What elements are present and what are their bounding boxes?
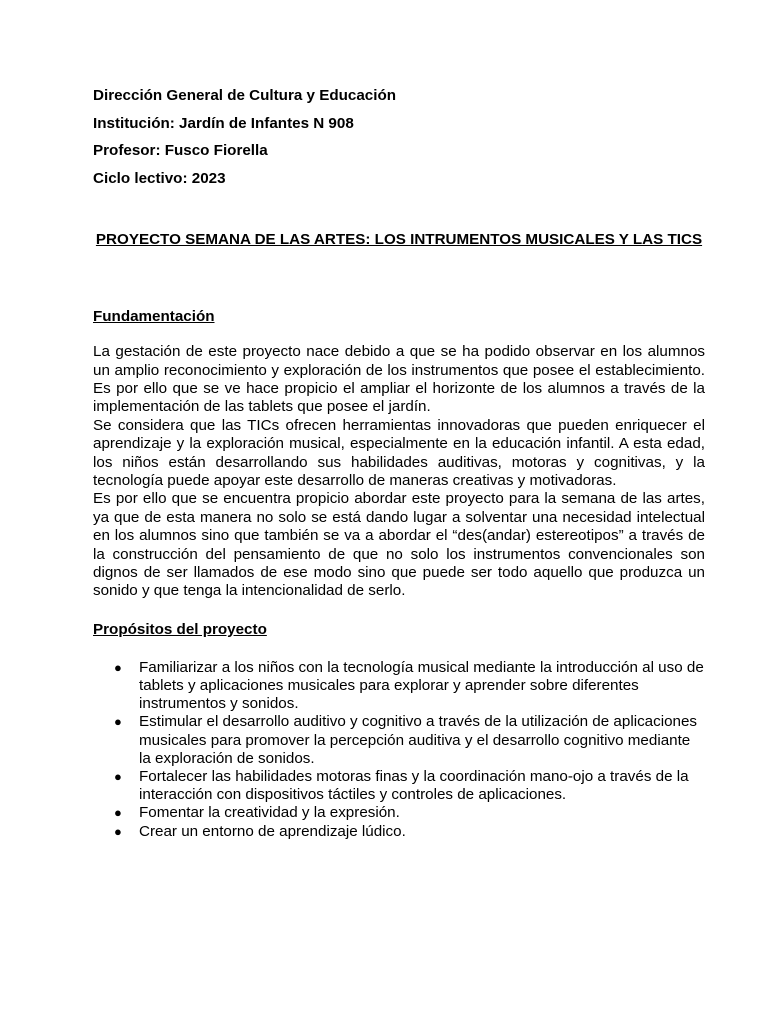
bullet-icon: ● <box>114 659 122 675</box>
header-school-year: Ciclo lectivo: 2023 <box>93 169 226 187</box>
bullet-icon: ● <box>114 823 122 839</box>
bullet-icon: ● <box>114 769 122 784</box>
header-organization: Dirección General de Cultura y Educación <box>93 87 396 104</box>
list-item <box>114 768 705 804</box>
list-item <box>114 804 705 822</box>
propositos-list <box>93 659 705 841</box>
fundamentacion-body <box>93 343 705 601</box>
section-heading-propositos: Propósitos del proyecto <box>93 620 267 638</box>
document-title: PROYECTO SEMANA DE LAS ARTES: LOS INTRUMENTOS MUSICALES Y LAS TICS <box>95 230 703 248</box>
fundamentacion-paragraph: Se considera que las TICs ofrecen herramientas innovadoras que pueden enriquecer el aprendizaje y la exploración musical, especialmente en la educación infantil. A esta edad, los niños están desarrollando sus habilidades auditivas, motoras y cognitivas, y la tecnología puede apoyar este desarrollo de maneras creativas y motivadoras. <box>93 416 705 489</box>
header-teacher: Profesor: Fusco Fiorella <box>93 142 268 159</box>
document-content <box>93 86 705 841</box>
fundamentacion-paragraph: Es por ello que se encuentra propicio abordar este proyecto para la semana de las artes, ya que de esta manera no solo se está dando lugar a solventar una necesidad intelectual en los alumnos sino que también se va a abordar el “des(andar) estereotipos” a través de la construcción del pensamiento de que no solo los instrumentos convencionales son dignos de ser llamados de ese modo sino que puede ser todo aquello que produzca un sonido y que tenga la intencionalidad de serlo. <box>93 490 705 600</box>
list-item-text: Estimular el desarrollo auditivo y cognitivo a través de la utilización de aplicaciones musicales para promover la percepción auditiva y el desarrollo cognitivo mediante la exploración de sonidos. <box>139 713 698 767</box>
list-item-text: Fomentar la creatividad y la expresión. <box>139 804 400 822</box>
fundamentacion-paragraph: La gestación de este proyecto nace debido a que se ha podido observar en los alumnos un amplio reconocimiento y exploración de los instrumentos que posee el establecimiento. Es por ello que se ve hace propicio el ampliar el horizonte de los alumnos a través de la implementación de las tablets que posee el jardín. <box>93 343 705 416</box>
list-item <box>114 822 705 841</box>
list-item-text: Crear un entorno de aprendizaje lúdico. <box>139 822 406 840</box>
list-item <box>114 658 705 714</box>
section-heading-fundamentacion: Fundamentación <box>93 308 215 326</box>
list-item <box>114 713 705 768</box>
header-institution: Institución: Jardín de Infantes N 908 <box>93 114 354 132</box>
list-item-text: Fortalecer las habilidades motoras finas y la coordinación mano-ojo a través de la interacción con dispositivos táctiles y controles de aplicaciones. <box>139 768 689 804</box>
bullet-icon: ● <box>114 805 122 821</box>
list-item-text: Familiarizar a los niños con la tecnología musical mediante la introducción al uso de tablets y aplicaciones musicales para explorar y aprender sobre diferentes instrumentos y sonidos. <box>139 658 704 713</box>
bullet-icon: ● <box>114 714 122 730</box>
